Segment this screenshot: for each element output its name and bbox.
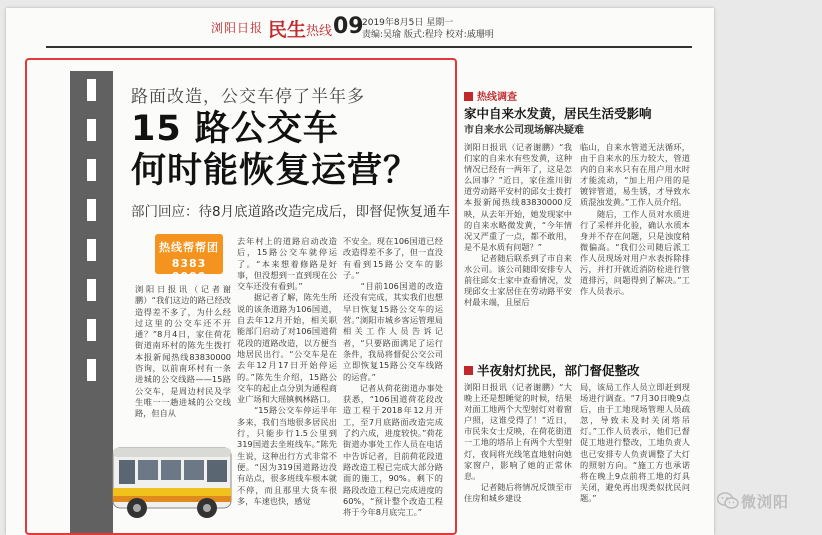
side-article-2-title-text: 半夜射灯扰民，部门督促整改 xyxy=(477,363,640,378)
wechat-icon xyxy=(717,492,739,510)
header-info xyxy=(362,17,494,41)
road-dash xyxy=(87,199,96,221)
side-article-1-column-1: 浏阳日报讯（记者谢鹏）“我们家的自来水有些发黄，这种情况已经有一两年了，这是怎么回事？”近日，家住淮川街道劳动路平安村的邱女士拨打本报新闻热线83830000反映，从去年开始，她发现家中的自来水略微发黄，“今年情况又严重了一点，都不敢用，是不是水质有问题？” 记者随后联系到了市自来水公司。该公司随即安排专人前往邱女士家中查看情况，发现邱女士家居住在劳动路平安村最末端，且屋后 xyxy=(464,142,572,308)
header-rule xyxy=(46,46,692,48)
page-number: 09 xyxy=(333,14,364,39)
road-dash xyxy=(87,79,96,101)
side-article-1-title: 家中自来水发黄，居民生活受影响 xyxy=(464,106,652,121)
sub-section-name: 热线 xyxy=(306,24,333,39)
section-tag xyxy=(464,88,517,103)
article-column-2: 去年村上的道路启动改造后，15路公交车就停运了。“本来想着修路是好事，但没想到一直到现在公交车还没有看到。” 据记者了解，陈先生所说的该条道路为106国道，自去年12月开始，相关职能部门启动了对106国道荷花段的道路改造，以方便当地居民出行。“公交车是在去年12月17日开始停运的。”陈先生介绍，15路公交车的起止点分别为通程商业广场和大瑶镇枫林路口。 “15路公交车停运半年多来，我们当地很多居民出行，只能步行1.5公里到319国道去坐班线车。”陈先生说，这种出行方式非常不便。“因为319国道路边没有站点，很多班线车根本就不停，而且那里大货车很多，车速也快，感觉 xyxy=(237,236,337,506)
side-article-1-subtitle: 市自来水公司现场解决疑难 xyxy=(464,125,584,136)
section-tag-label: 热线调查 xyxy=(477,92,517,103)
side-article-2-title xyxy=(464,361,640,379)
road-dash xyxy=(87,359,96,381)
issue-date: 2019年8月5日 星期一 xyxy=(362,18,454,28)
headline-line-1: 15 路公交车 xyxy=(131,109,339,149)
article-column-1: 浏阳日报讯（记者谢鹏）“我们这边的路已经改造得差不多了，为什么经过这里的公交车还不开通？”8月4日，家住荷花街道南环村的陈先生拨打本报新闻热线83830000咨询，以前南环村有一条进城的公交线路——15路公交车，是周边村民及学生唯一一趟进城的公交线路，但自从 xyxy=(135,284,231,419)
road-dash xyxy=(87,159,96,181)
road-dash xyxy=(87,239,96,261)
road-dash xyxy=(87,319,96,341)
headline-line-2: 何时能恢复运营？ xyxy=(131,151,420,191)
title-marker-icon xyxy=(464,366,473,375)
tag-marker-icon xyxy=(464,92,473,101)
article-column-3: 不安全。现在106国道已经改造得差不多了，但一直没有看到15路公交车的影子。” “目前106国道的改造还没有完成，其实我们也想早日恢复15路公交车的运营。”浏阳市城乡客运管理局相关工作人员告诉记者，“只要路面满足了运行条件，我局将督促公交公司立即恢复15路公交车线路的运营。” 记者从荷花街道办事处获悉，“106国道荷花段改造工程于2018年12月开工，至7月底路面改造完成了约六成，进度较快。”荷花街道办事处工作人员在电话中告诉记者，目前荷花段道路改造工程已完成大部分路面的施工，90%。剩下的路段改造工程已完成进度的60%，“预计整个改造工程将于今年8月底完工。” xyxy=(343,236,443,518)
wechat-watermark xyxy=(717,490,821,512)
side-article-1-column-2: 临山，自来水管道无法循环，由于自来水的压力较大，管道内的自来水只有在用户用水时才能流动，“加上用户用的是镀锌管道，易生锈，才导致水质混浊发黄。”工作人员介绍。 随后，工作人员对水质进行了采样并化验，确认水质本身并不存在问题，只是浊度稍微偏高。“我们公司随后派工作人员现场对用户水表拆除排污，并打开就近消防栓进行管道排污，问题得到了解决。”工作人员表示。 xyxy=(580,142,690,297)
right-column xyxy=(464,58,690,535)
main-article-highlight xyxy=(25,58,457,535)
hotline-label: 热线帮帮团 xyxy=(159,241,219,254)
page-header xyxy=(6,8,714,48)
side-article-2-column-2: 局，该局工作人员立即赶到现场进行调查。“7月30日晚9点后，由于工地现场管理人员疏忽，导致未及时关闭塔吊灯。”工作人员表示，他们已督促工地进行整改，工地负责人也已安排专人负责调整了大灯的照射方向。“施工方也承诺将在晚上9点前将工地的灯具关闭，避免再出现类似扰民问题。” xyxy=(580,382,690,503)
hotline-number: 8383 0000 xyxy=(171,257,207,283)
article-deck: 部门回应：待8月底道路改造完成后，即督促恢复通车 xyxy=(131,204,451,220)
bus-illustration xyxy=(107,430,237,526)
staff-credits: 责编:吴瑜 版式:程玲 校对:戚珊明 xyxy=(362,30,494,40)
watermark-text: 微浏阳 xyxy=(741,493,790,511)
side-article-2-column-1: 浏阳日报讯（记者谢鹏）“大晚上还是想睡觉的时候，结果对面工地两个大型射灯对着窗户照，这谁受得了！”近日，市民朱女士反映，在荷花街道一工地的塔吊上有两个大型射灯，夜间将光线笔直地射向她家窗户，影响了她的正常休息。 记者随后将情况反馈至市住房和城乡建设 xyxy=(464,382,572,503)
road-dash xyxy=(87,119,96,141)
section-name: 民生 xyxy=(268,19,307,41)
article-headline xyxy=(131,108,419,192)
article-kicker: 路面改造，公交车停了半年多 xyxy=(131,87,365,107)
newspaper-logo: 浏阳日报 xyxy=(211,21,264,35)
road-dash xyxy=(87,279,96,301)
hotline-badge xyxy=(155,234,223,283)
newspaper-page xyxy=(6,8,714,535)
